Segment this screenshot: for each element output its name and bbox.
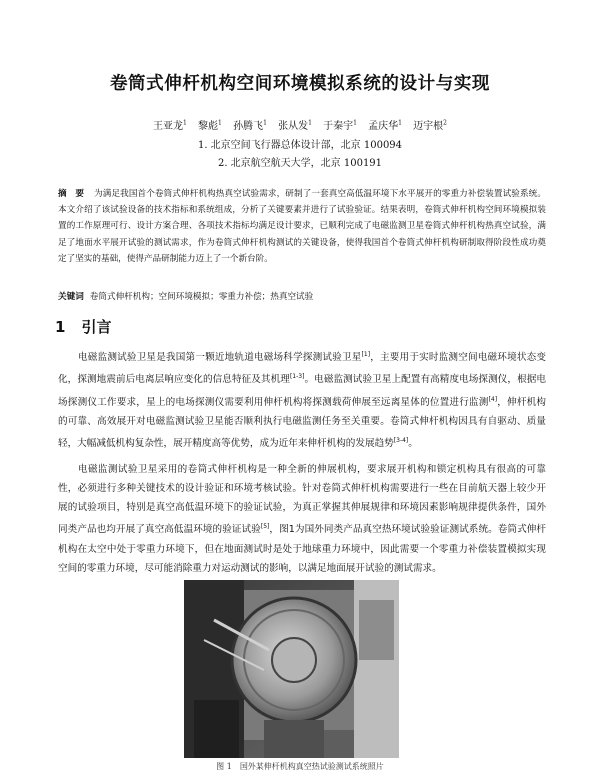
author-list xyxy=(0,117,600,132)
figure-caption-text: 国外某伸杆机构真空热试验测试系统照片 xyxy=(239,762,384,771)
body-paragraph-2: 电磁监测试验卫星采用的卷筒式伸杆机构是一种全新的伸展机构，要求展开机构和锁定机构具有很高的可靠性，必须进行多种关键技术的设计验证和环境考核试验。针对卷筒式伸杆机构需要进行一些在目前航天器上较少开展的试验项目，特别是真空高低温环境下的验证试验，为真正掌握其伸展规律和环境因素影响规律提供条件，国外同类产品也均开展了真空高低温环境的验证试验[5]，图1为国外同类产品真空热环境试验验证测试系统。卷筒式伸杆机构在太空中处于零重力环境下，但在地面测试时是处于地球重力环境中，因此需要一个零重力补偿装置模拟实现空间的零重力环境，尽可能消除重力对运动测试的影响，以满足地面展开试验的测试需求。 xyxy=(58,464,546,574)
citation: [5] xyxy=(260,523,270,531)
abstract xyxy=(58,186,546,267)
vacuum-chamber-photo xyxy=(184,580,399,758)
figure-caption xyxy=(0,761,600,772)
section-heading xyxy=(55,316,111,337)
keywords xyxy=(58,289,546,305)
affiliation-1: 1. 北京空间飞行器总体设计部，北京 100094 xyxy=(197,140,403,151)
keywords-label: 关键词 xyxy=(58,292,84,302)
author: 孟庆华$^1$ xyxy=(368,119,402,132)
figure-number: 图 1 xyxy=(216,762,232,771)
abstract-text: 为满足我国首个卷筒式伸杆机构热真空试验需求，研制了一套真空高低温环境下水平展开的零重力补偿装置试验系统。本文介绍了该试验设备的技术指标和系统组成，分析了关键要素并进行了试验验证。结果表明，卷筒式伸杆机构空间环境模拟装置的工作原理可行、设计方案合理、各项技术指标均满足设计要求，已顺利完成了电磁监测卫星卷筒式伸杆机构热真空试验，满足了地面水平展开试验的测试需求，作为卷筒式伸杆机构测试的关键设备，使得我国首个卷筒式伸杆机构研制取得阶段性成功奠定了坚实的基础，使得产品研制能力迈上了一个新台阶。 xyxy=(58,189,546,264)
author: 王亚龙$^1$ xyxy=(153,119,187,132)
citation: [1-3] xyxy=(289,373,305,381)
affiliation-2: 2. 北京航空航天大学，北京 100191 xyxy=(217,158,383,169)
section-title: 引言 xyxy=(81,318,112,336)
author: 于秦宇$^1$ xyxy=(323,119,357,132)
author: 孙腾飞$^1$ xyxy=(233,119,267,132)
citation: [1] xyxy=(361,351,371,358)
abstract-label: 摘 要 xyxy=(58,189,85,199)
figure-photo xyxy=(184,580,399,758)
section-number: 1 xyxy=(55,318,66,336)
author: 黎彪$^1$ xyxy=(198,119,222,132)
body-paragraph-1: 电磁监测试验卫星是我国第一颗近地轨道电磁场科学探测试验卫星[1]，主要用于实时监测空间电磁环境状态变化，探测地震前后电离层响应变化的信息特征及其机理[1-3]。电磁监测试验卫星上配置有高精度电场探测仪，根据电场探测仪工作要求，星上的电场探测仪需要利用伸杆机构将探测载荷伸展至远离星体的位置进行监测[4]，伸杆机构的可靠、高效展开对电磁监测试验卫星能否顺利执行电磁监测任务至关重要。卷筒式伸杆机构因具有自驱动、质量轻，大幅减低机构复杂性，展开精度高等优势，成为近年来伸杆机构的发展趋势[3-4]。 xyxy=(58,351,547,450)
citation: [4] xyxy=(488,395,498,403)
author: 迈宇根$^2$ xyxy=(413,119,447,132)
paper-title: 卷筒式伸杆机构空间环境模拟系统的设计与实现 xyxy=(109,74,491,94)
keywords-text: 卷筒式伸杆机构；空间环境模拟；零重力补偿；热真空试验 xyxy=(89,292,314,302)
citation: [3-4] xyxy=(393,436,409,444)
author: 张从发$^1$ xyxy=(278,119,312,132)
